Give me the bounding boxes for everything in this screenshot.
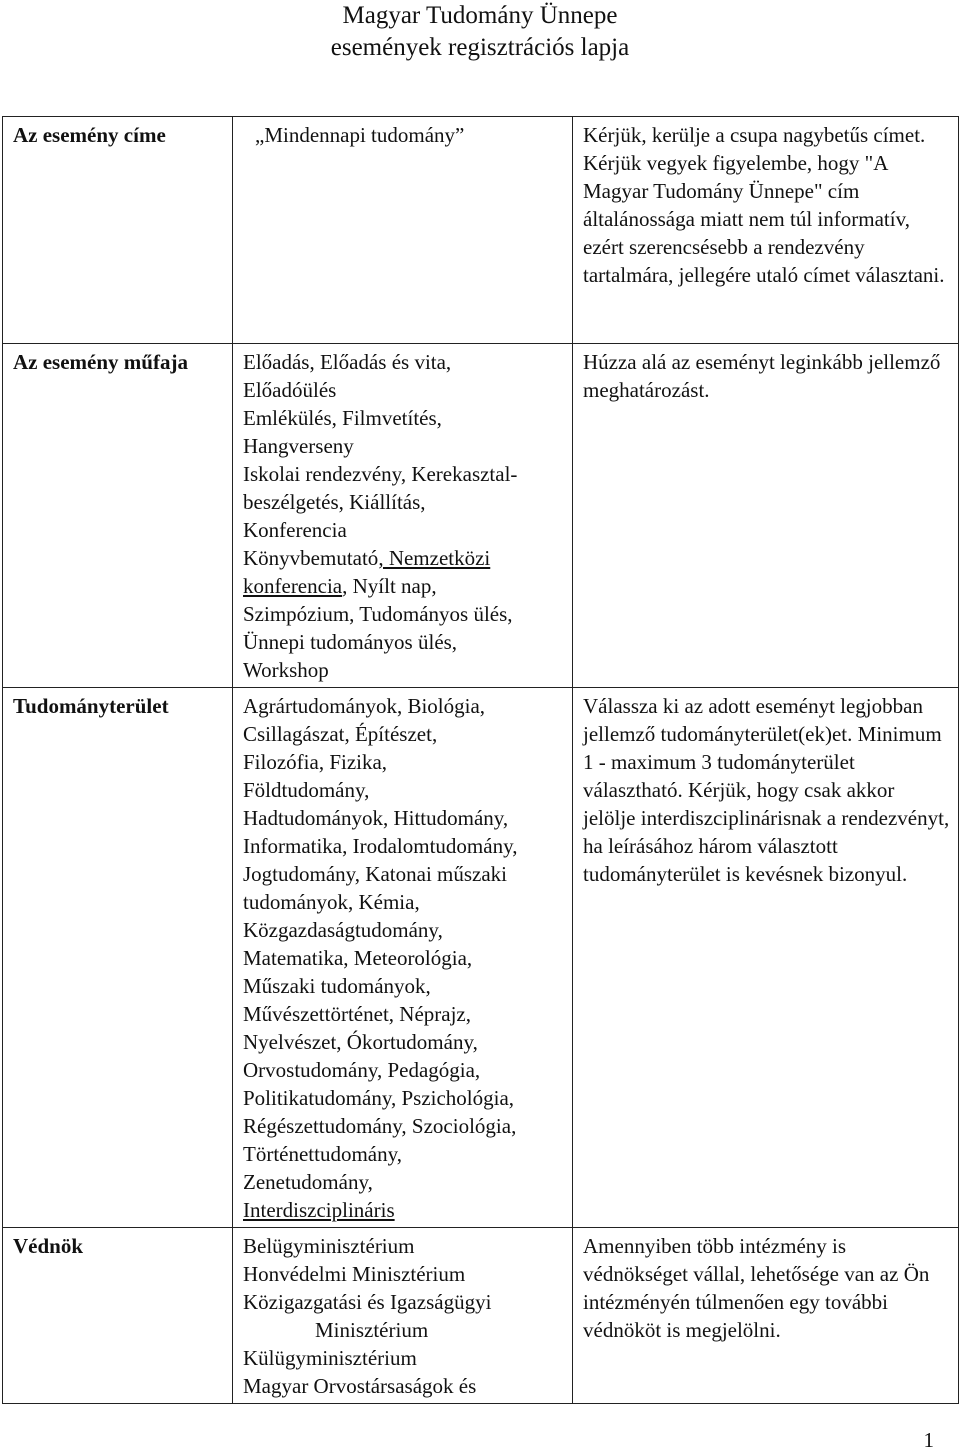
patron-line: Belügyminisztérium — [243, 1234, 415, 1258]
field-line: Történettudomány, — [243, 1142, 403, 1166]
page-number: 1 — [923, 1428, 934, 1452]
patron-value[interactable] — [233, 1228, 573, 1404]
page-title: Magyar Tudomány Ünnepe — [342, 2, 618, 29]
event-title-text: „Mindennapi tudomány” — [255, 123, 465, 147]
genre-line: Ünnepi tudományos ülés, — [243, 630, 458, 654]
table-row — [3, 688, 959, 1228]
patron-line: Közigazgatási és Igazságügyi — [243, 1290, 492, 1314]
patron-line: Minisztérium — [315, 1318, 429, 1342]
field-line: Közgazdaságtudomány, — [243, 918, 443, 942]
genre-line: Előadóülés — [243, 378, 337, 402]
registration-table — [2, 116, 959, 1404]
science-field-value[interactable] — [233, 688, 573, 1228]
field-line: Filozófia, Fizika, — [243, 750, 388, 774]
row-label-cim: Az esemény címe — [3, 117, 233, 344]
field-line: tudományok, Kémia, — [243, 890, 420, 914]
field-line: Matematika, Meteorológia, — [243, 946, 473, 970]
field-line: Agrártudományok, Biológia, — [243, 694, 486, 718]
row-label-terulet: Tudományterület — [3, 688, 233, 1228]
field-line: Régészettudomány, Szociológia, — [243, 1114, 517, 1138]
genre-line: Emlékülés, Filmvetítés, — [243, 406, 442, 430]
field-line: Jogtudomány, Katonai műszaki — [243, 862, 508, 886]
field-line: Zenetudomány, — [243, 1170, 373, 1194]
event-genre-note: Húzza alá az eseményt leginkább jellemző meghatározást. — [573, 344, 959, 688]
genre-book-launch: Könyvbemutató — [243, 546, 379, 570]
field-line: Nyelvészet, Ókortudomány, — [243, 1030, 478, 1054]
patron-line: Honvédelmi Minisztérium — [243, 1262, 466, 1286]
patron-note: Amennyiben több intézmény is védnökséget vállal, lehetősége van az Ön intézményén túlmenően egy további védnököt is megjelölni. — [573, 1228, 959, 1404]
field-line: Politikatudomány, Pszichológia, — [243, 1086, 515, 1110]
genre-line — [243, 572, 564, 600]
page-subtitle: események regisztrációs lapja — [330, 34, 630, 61]
field-line: Hadtudományok, Hittudomány, — [243, 806, 509, 830]
patron-line: Magyar Orvostársaságok és — [243, 1374, 477, 1398]
genre-line: Konferencia — [243, 518, 347, 542]
field-line: Földtudomány, — [243, 778, 370, 802]
field-line: Orvostudomány, Pedagógia, — [243, 1058, 481, 1082]
event-genre-value[interactable] — [233, 344, 573, 688]
event-title-value[interactable] — [233, 117, 573, 344]
field-line: Informatika, Irodalomtudomány, — [243, 834, 518, 858]
genre-international-underlined: , Nemzetközi — [378, 546, 491, 570]
field-line: Műszaki tudományok, — [243, 974, 431, 998]
genre-line: Előadás, Előadás és vita, — [243, 350, 452, 374]
field-line: Művészettörténet, Néprajz, — [243, 1002, 471, 1026]
field-line: Csillagászat, Építészet, — [243, 722, 438, 746]
genre-conference-underlined: konferencia — [243, 574, 343, 598]
table-row — [3, 344, 959, 688]
genre-line: Workshop — [243, 658, 329, 682]
genre-open-day: , Nyílt nap, — [342, 574, 437, 598]
table-row — [3, 117, 959, 344]
event-title-note: Kérjük, kerülje a csupa nagybetűs címet. Kérjük vegyek figyelembe, hogy "A Magyar Tudomány Ünnepe" cím általánossága miatt nem túl informatív, ezért szerencsésebb a rendezvény tartalmára, jellegére utaló címet választani. — [573, 117, 959, 344]
genre-line: beszélgetés, Kiállítás, — [243, 490, 426, 514]
genre-line: Iskolai rendezvény, Kerekasztal- — [243, 462, 518, 486]
row-label-vednok: Védnök — [3, 1228, 233, 1404]
field-interdisciplinary-underlined: Interdiszciplináris — [243, 1198, 395, 1222]
genre-line: Szimpózium, Tudományos ülés, — [243, 602, 513, 626]
row-label-mufaj: Az esemény műfaja — [3, 344, 233, 688]
genre-line: Hangverseny — [243, 434, 354, 458]
page-header — [0, 0, 960, 64]
table-row — [3, 1228, 959, 1404]
genre-line — [243, 544, 564, 572]
patron-line: Külügyminisztérium — [243, 1346, 417, 1370]
science-field-note: Válassza ki az adott eseményt legjobban jellemző tudományterület(ek)et. Minimum 1 - maximum 3 tudományterület választható. Kérjük, hogy csak akkor jelölje interdiszciplinárisnak a rendezvényt, ha leírásához három választott tudományterület is kevésnek bizonyul. — [573, 688, 959, 1228]
